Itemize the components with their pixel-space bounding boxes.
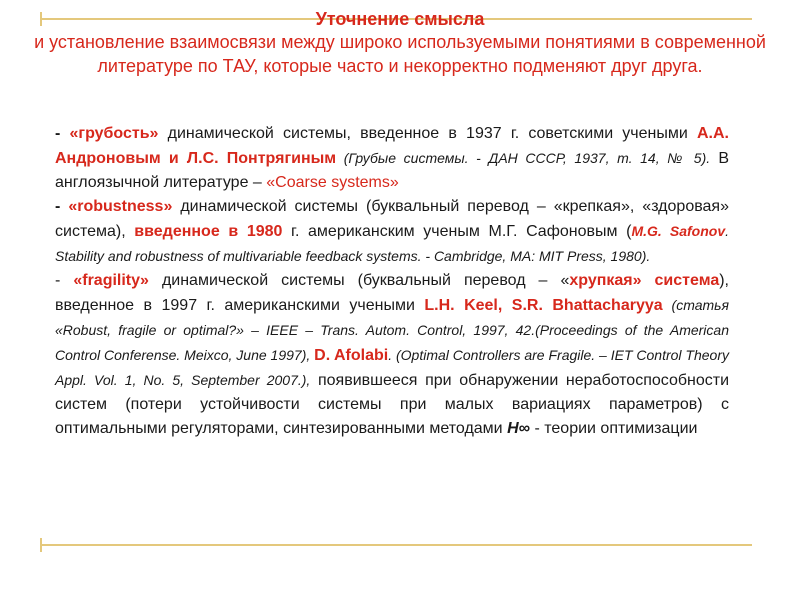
p3-text4: - теории оптимизации <box>530 420 698 437</box>
p2-introduced: введенное в 1980 <box>134 223 283 240</box>
p2-text1: динамической системы (буквальный перевод – «крепкая», «здоровая» система), <box>55 198 729 240</box>
slide-header <box>0 8 800 78</box>
paragraph-fragility <box>55 269 729 441</box>
p1-dash: - <box>55 125 70 142</box>
slide-subtitle: и установление взаимосвязи между широко используемыми понятиями в современной литературе по ТАУ, которые часто и некорректно подменяют друг друга. <box>34 32 766 76</box>
slide-title: Уточнение смысла <box>315 9 485 29</box>
p1-term: «грубость» <box>69 125 159 142</box>
bottom-rule-tick <box>40 538 42 552</box>
p3-dash: - <box>55 272 74 289</box>
p2-ref: . Stability and robustness of multivariable feedback systems. - Cambridge, MA: MIT Press, 1980). <box>55 223 730 264</box>
p2-term: «robustness» <box>68 198 173 215</box>
p1-text2: В англоязычной литературе – <box>55 150 729 191</box>
paragraph-robustness-en <box>55 195 729 269</box>
p1-text1: динамической системы, введенное в 1937 г. советскими учеными <box>158 125 697 142</box>
p3-author2: D. Afolabi <box>314 347 389 364</box>
slide-body <box>55 122 729 441</box>
p3-text2: ), введенное в 1997 г. американскими учеными <box>55 272 729 314</box>
p2-author: M.G. Safonov <box>631 223 726 239</box>
paragraph-robustness-ru <box>55 122 729 195</box>
p3-text3: появившееся при обнаружении неработоспособности систем (потери устойчивости системы при малых вариациях параметров) с оптимальными регуляторами, синтезированными методами <box>55 372 730 437</box>
p3-authors: L.H. Keel, S.R. Bhattacharyya <box>424 297 663 314</box>
p1-authors: А.А. Андроновым и Л.С. Понтрягиным <box>55 125 729 167</box>
p3-ref2: . (Optimal Controllers are Fragile. – IET Control Theory Appl. Vol. 1, No. 5, September 2007.), <box>55 347 729 388</box>
p2-dash: - <box>55 198 69 215</box>
p2-text2: г. американским ученым М.Г. Сафоновым ( <box>282 223 632 240</box>
p3-term: «fragility» <box>73 272 149 289</box>
p1-en-term: «Coarse systems» <box>266 174 399 191</box>
p1-ref: (Грубые системы. - ДАН СССР, 1937, т. 14, № 5). <box>336 150 711 166</box>
p3-text1: динамической системы (буквальный перевод – « <box>148 272 570 289</box>
p3-term-ru: хрупкая» система <box>569 272 720 289</box>
p3-ref1: (статья «Robust, fragile or optimal?» – IEEE – Trans. Autom. Control, 1997, 42.(Proceedings of the American Control Conferense. Meixco, June 1997), <box>55 297 730 363</box>
p3-hinf: H∞ <box>507 420 531 437</box>
bottom-rule <box>40 544 752 546</box>
